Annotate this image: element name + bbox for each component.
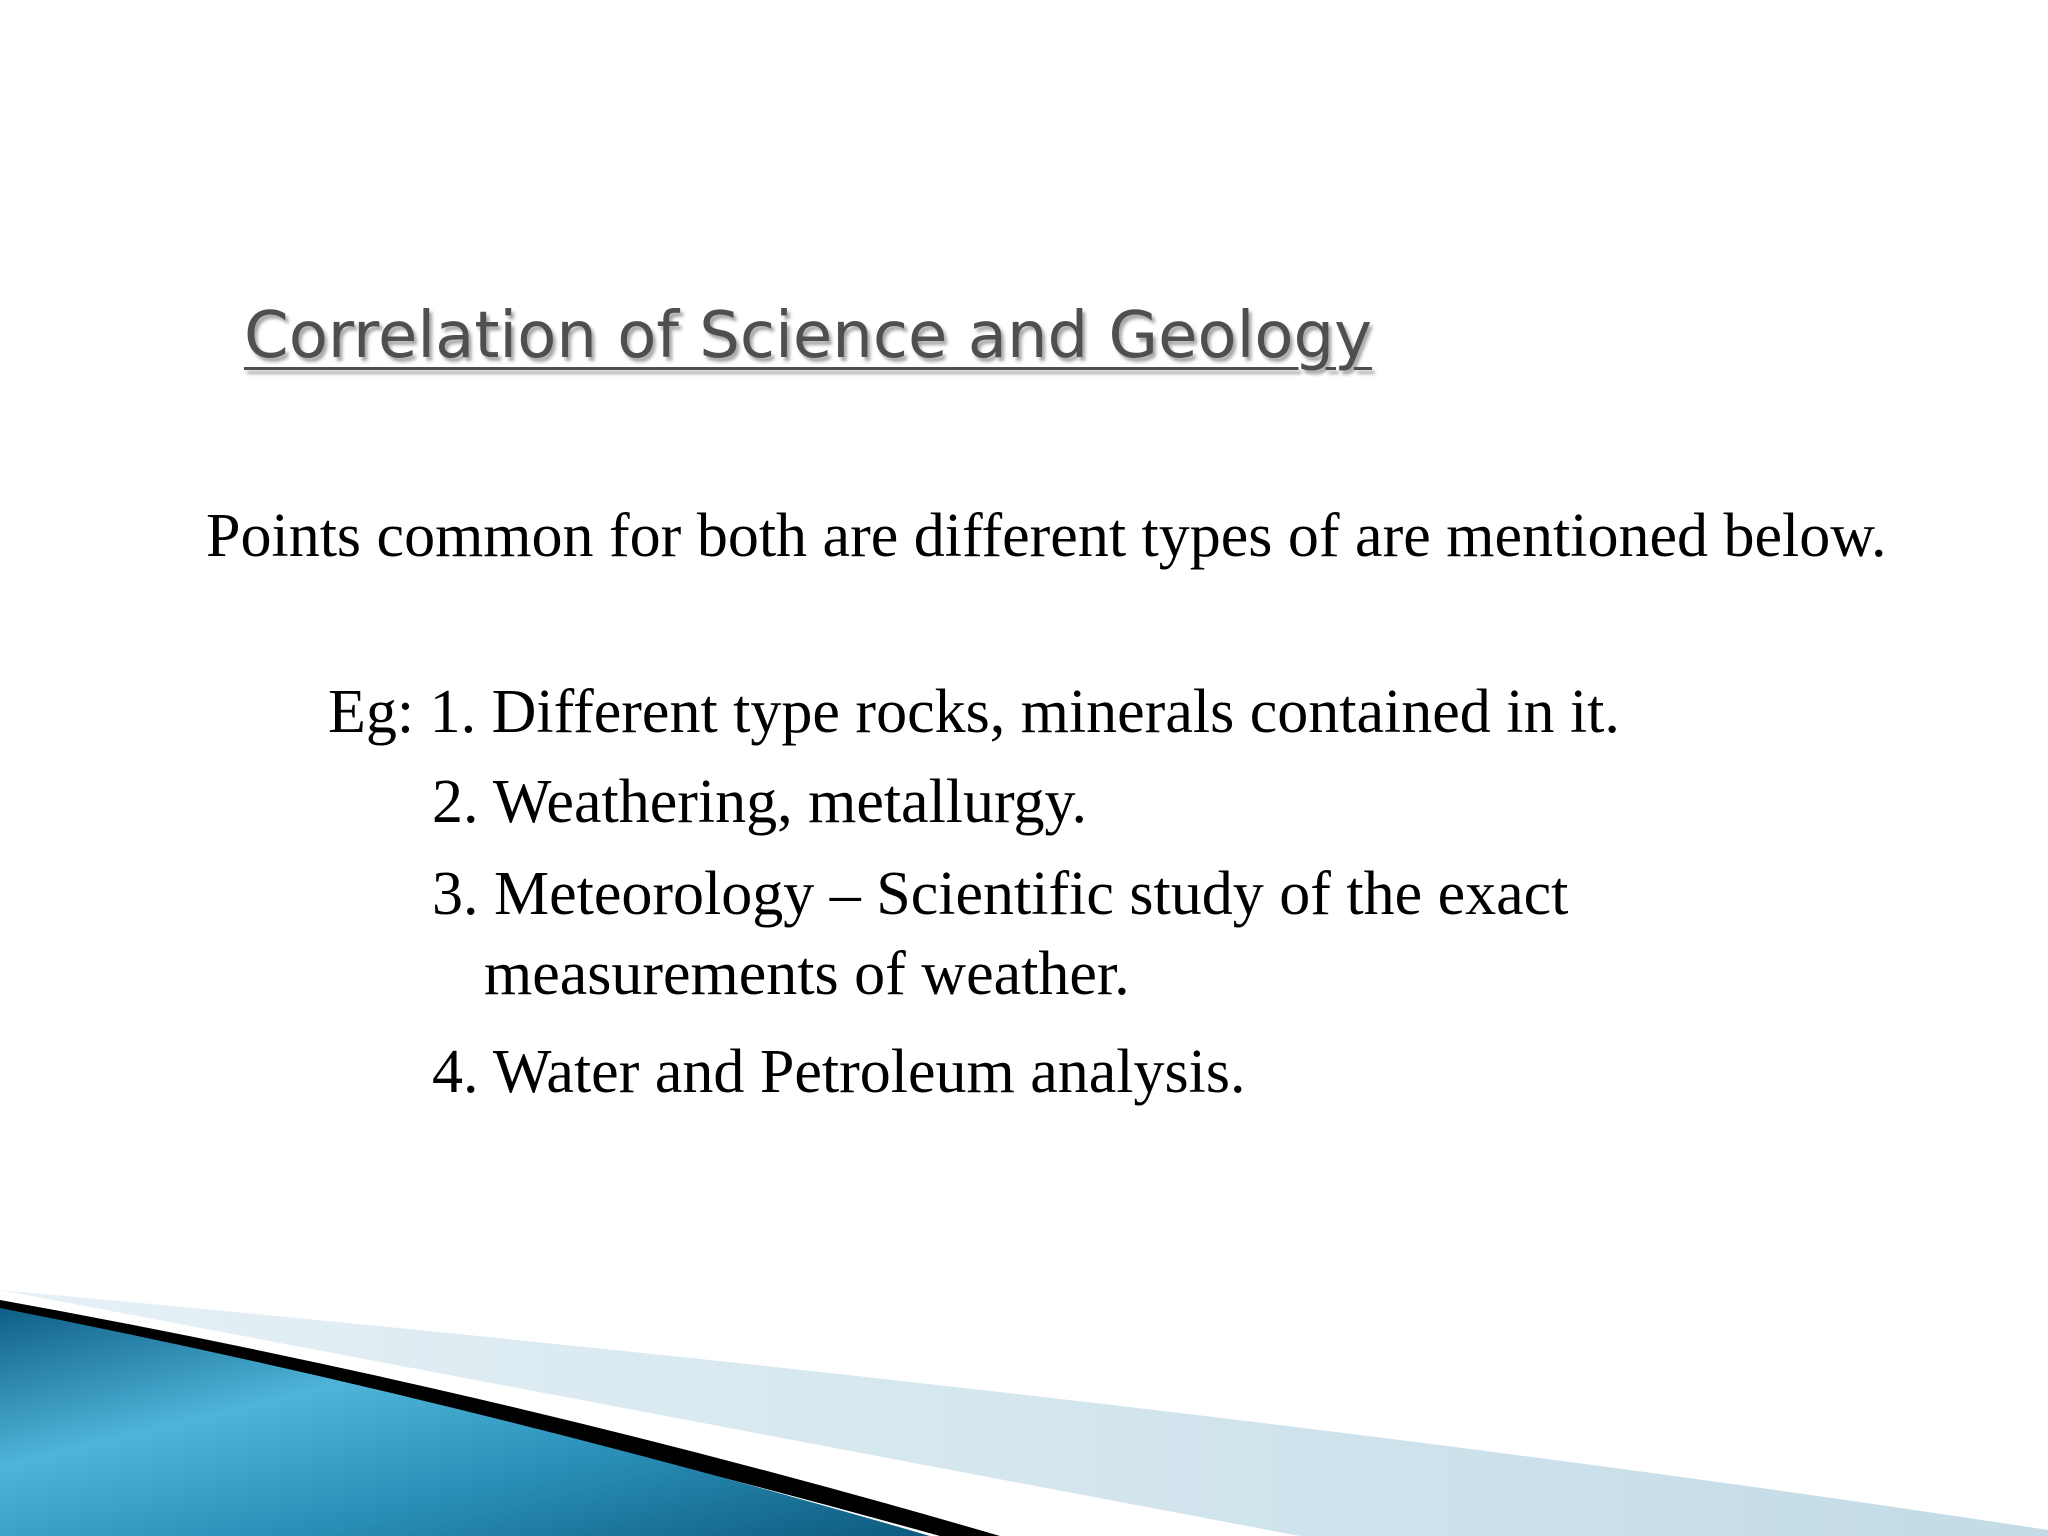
- list-item: 4. Water and Petroleum analysis.: [432, 1038, 1246, 1106]
- intro-paragraph: Points common for both are different types of are mentioned below.: [206, 502, 1887, 570]
- list-item: 2. Weathering, metallurgy.: [432, 768, 1088, 836]
- list-item: 3. Meteorology – Scientific study of the exact: [432, 860, 1569, 928]
- list-item: Eg: 1. Different type rocks, minerals contained in it.: [328, 678, 1620, 746]
- list-item-continuation: measurements of weather.: [484, 940, 1130, 1008]
- slide-title: Correlation of Science and Geology: [244, 299, 1373, 373]
- decorative-swoosh: [0, 1280, 2048, 1536]
